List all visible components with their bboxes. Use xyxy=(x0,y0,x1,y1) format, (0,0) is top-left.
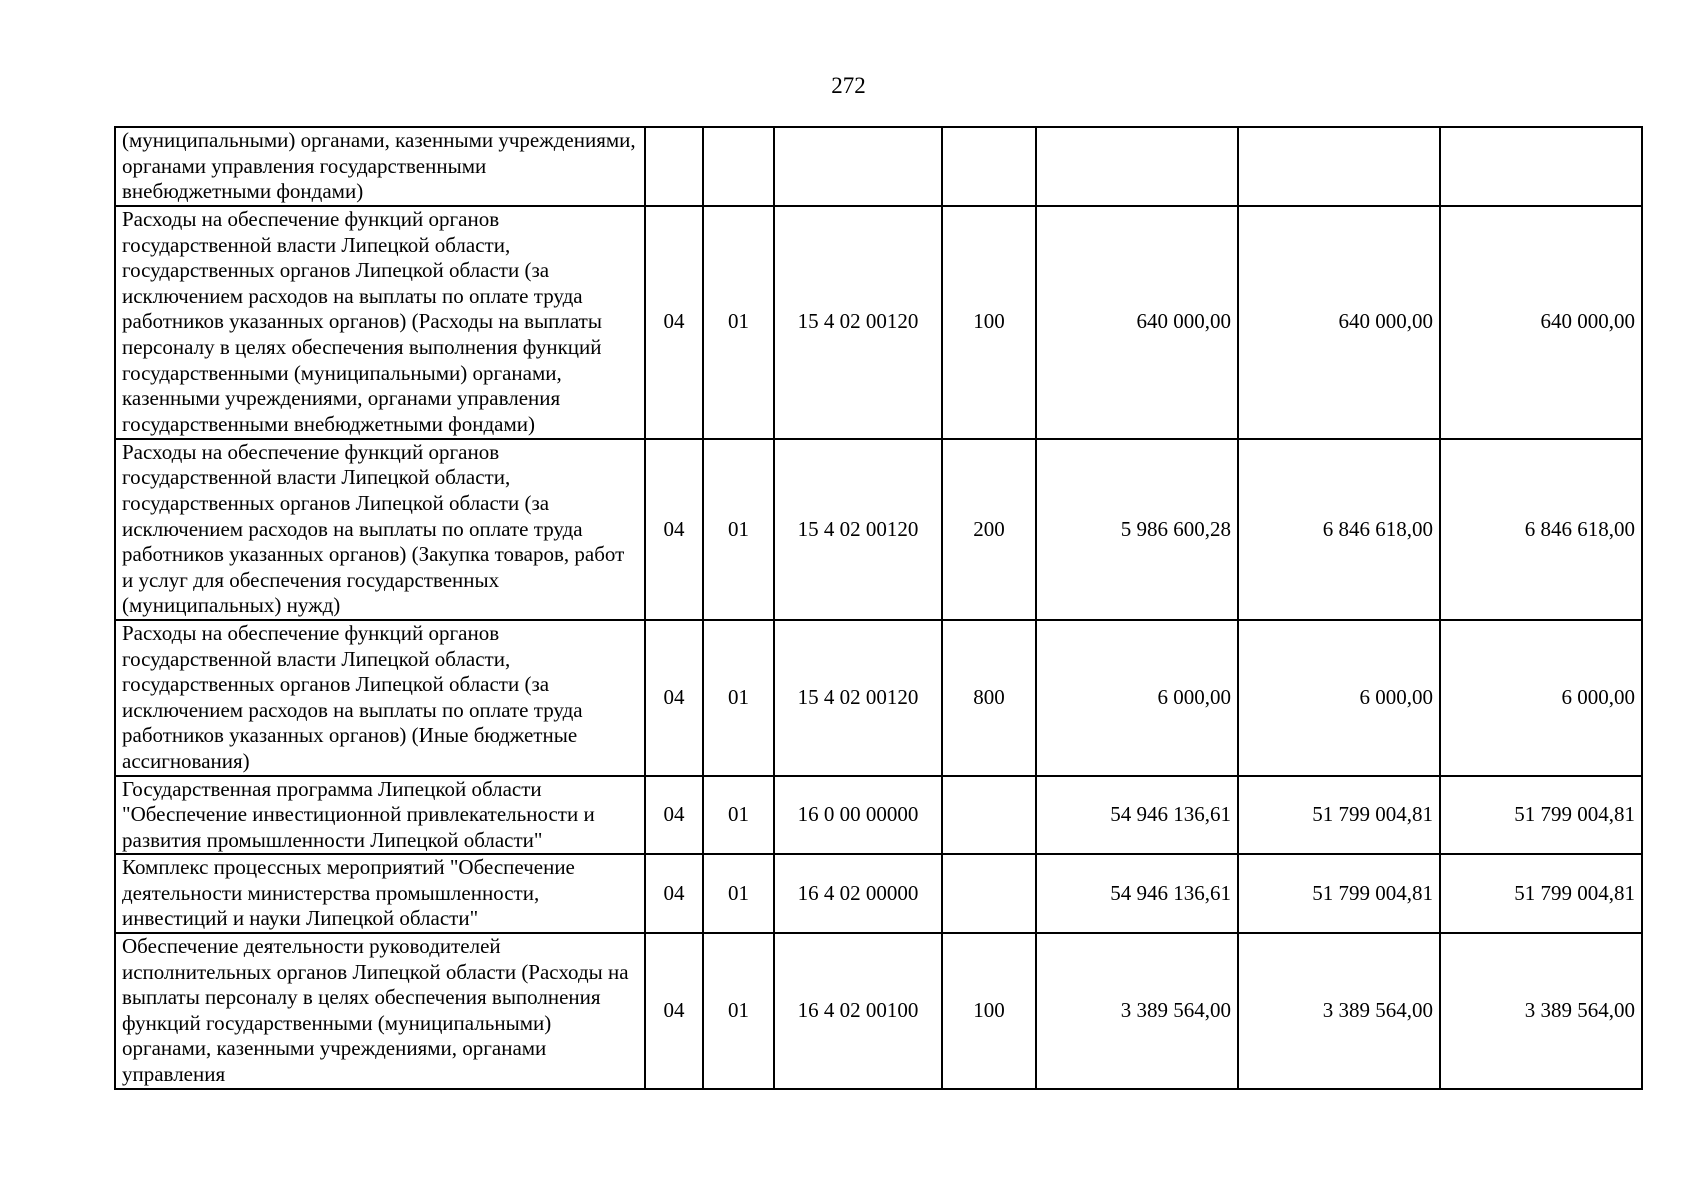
subsection-code: 01 xyxy=(703,206,774,439)
subsection-code: 01 xyxy=(703,854,774,933)
amount-year-3: 6 846 618,00 xyxy=(1440,439,1642,620)
subsection-code: 01 xyxy=(703,776,774,855)
amount-year-3 xyxy=(1440,127,1642,206)
amount-year-1 xyxy=(1036,127,1238,206)
expense-type-code: 800 xyxy=(942,620,1036,776)
section-code: 04 xyxy=(645,206,703,439)
expense-description: Расходы на обеспечение функций органов государственной власти Липецкой области, государственных органов Липецкой области (за исключением расходов на выплаты по оплате труда работников указанных органов) (Закупка товаров, работ и услуг для обеспечения государственных (муниципальных) нужд) xyxy=(115,439,645,620)
target-article-code: 15 4 02 00120 xyxy=(774,439,942,620)
section-code: 04 xyxy=(645,776,703,855)
section-code: 04 xyxy=(645,439,703,620)
amount-year-2: 51 799 004,81 xyxy=(1238,776,1440,855)
expense-type-code: 100 xyxy=(942,933,1036,1089)
section-code: 04 xyxy=(645,854,703,933)
amount-year-2: 3 389 564,00 xyxy=(1238,933,1440,1089)
section-code xyxy=(645,127,703,206)
amount-year-1: 640 000,00 xyxy=(1036,206,1238,439)
table-row xyxy=(115,620,1642,776)
amount-year-3: 51 799 004,81 xyxy=(1440,854,1642,933)
amount-year-3: 3 389 564,00 xyxy=(1440,933,1642,1089)
subsection-code xyxy=(703,127,774,206)
table-row xyxy=(115,127,1642,206)
table-row xyxy=(115,933,1642,1089)
table-row xyxy=(115,776,1642,855)
amount-year-2 xyxy=(1238,127,1440,206)
amount-year-2: 51 799 004,81 xyxy=(1238,854,1440,933)
target-article-code: 16 4 02 00000 xyxy=(774,854,942,933)
page-number: 272 xyxy=(831,73,866,98)
expense-description: Комплекс процессных мероприятий "Обеспечение деятельности министерства промышленности, инвестиций и науки Липецкой области" xyxy=(115,854,645,933)
amount-year-1: 54 946 136,61 xyxy=(1036,776,1238,855)
subsection-code: 01 xyxy=(703,933,774,1089)
amount-year-2: 6 846 618,00 xyxy=(1238,439,1440,620)
table-row xyxy=(115,854,1642,933)
expense-description: (муниципальными) органами, казенными учреждениями, органами управления государственными внебюджетными фондами) xyxy=(115,127,645,206)
subsection-code: 01 xyxy=(703,439,774,620)
expense-type-code xyxy=(942,854,1036,933)
subsection-code: 01 xyxy=(703,620,774,776)
target-article-code xyxy=(774,127,942,206)
target-article-code: 16 0 00 00000 xyxy=(774,776,942,855)
amount-year-1: 3 389 564,00 xyxy=(1036,933,1238,1089)
expense-description: Расходы на обеспечение функций органов государственной власти Липецкой области, государственных органов Липецкой области (за исключением расходов на выплаты по оплате труда работников указанных органов) (Расходы на выплаты персоналу в целях обеспечения выполнения функций государственными (муниципальными) органами, казенными учреждениями, органами управления государственными внебюджетными фондами) xyxy=(115,206,645,439)
expense-description: Обеспечение деятельности руководителей исполнительных органов Липецкой области (Расходы на выплаты персоналу в целях обеспечения выполнения функций государственными (муниципальными) органами, казенными учреждениями, органами управления xyxy=(115,933,645,1089)
target-article-code: 15 4 02 00120 xyxy=(774,206,942,439)
amount-year-1: 5 986 600,28 xyxy=(1036,439,1238,620)
amount-year-1: 6 000,00 xyxy=(1036,620,1238,776)
section-code: 04 xyxy=(645,933,703,1089)
expense-type-code xyxy=(942,127,1036,206)
table-row xyxy=(115,439,1642,620)
expense-description: Государственная программа Липецкой области "Обеспечение инвестиционной привлекательности и развития промышленности Липецкой области" xyxy=(115,776,645,855)
expense-description: Расходы на обеспечение функций органов государственной власти Липецкой области, государственных органов Липецкой области (за исключением расходов на выплаты по оплате труда работников указанных органов) (Иные бюджетные ассигнования) xyxy=(115,620,645,776)
amount-year-3: 51 799 004,81 xyxy=(1440,776,1642,855)
section-code: 04 xyxy=(645,620,703,776)
target-article-code: 15 4 02 00120 xyxy=(774,620,942,776)
amount-year-2: 640 000,00 xyxy=(1238,206,1440,439)
amount-year-1: 54 946 136,61 xyxy=(1036,854,1238,933)
amount-year-2: 6 000,00 xyxy=(1238,620,1440,776)
budget-table xyxy=(114,126,1643,1090)
expense-type-code: 200 xyxy=(942,439,1036,620)
expense-type-code: 100 xyxy=(942,206,1036,439)
expense-type-code xyxy=(942,776,1036,855)
table-row xyxy=(115,206,1642,439)
target-article-code: 16 4 02 00100 xyxy=(774,933,942,1089)
amount-year-3: 640 000,00 xyxy=(1440,206,1642,439)
amount-year-3: 6 000,00 xyxy=(1440,620,1642,776)
